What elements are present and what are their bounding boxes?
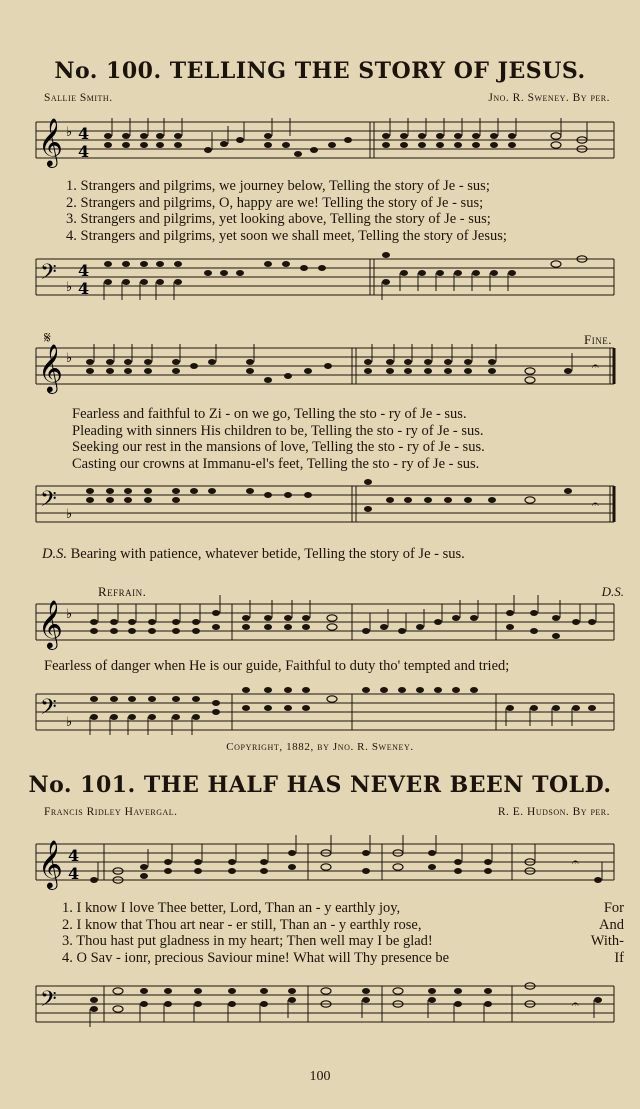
music-staff-svg [36, 257, 614, 297]
key-flat-icon: ♭ [66, 715, 73, 730]
verse-line: 2. Strangers and pilgrims, O, happy are we! Telling the story of Je - sus; [66, 194, 484, 211]
refrain-ds-marker: D.S. [601, 584, 624, 599]
treble-clef-icon: 𝄞 [38, 117, 63, 166]
treble-clef-icon: 𝄞 [38, 343, 63, 392]
verse-number: 4. [62, 949, 73, 966]
hymn-101-verses [62, 900, 632, 966]
time-sig-bottom: 4 [78, 279, 90, 298]
hymn-101-title: No. 101. THE HALF HAS NEVER BEEN TOLD. [28, 772, 612, 798]
verse-end-word: For [603, 900, 624, 916]
verse-end-word: And [599, 916, 624, 933]
staff-treble-4 [36, 839, 614, 888]
key-flat-icon: ♭ [66, 280, 73, 295]
verse-line: Casting our crowns at Immanu-el's feet, Telling the sto - ry of Je - sus. [72, 455, 480, 472]
staff-bass-1 [36, 257, 614, 297]
ds-label: D.S. [42, 546, 67, 562]
verse-line: Pleading with sinners His children to be, Telling the sto - ry of Je - sus. [72, 422, 484, 439]
staff-bass-3 [36, 692, 614, 732]
hymn-100-title: No. 100. TELLING THE STORY OF JESUS. [54, 58, 586, 84]
segno-sign: 𝄋 [44, 330, 51, 347]
verse-row [62, 900, 632, 917]
verse-line: 4. Strangers and pilgrims, yet soon we shall meet, Telling the story of Jesus; [66, 227, 507, 244]
hymn-101-composer: R. E. Hudson. By per. [497, 806, 610, 818]
verse-end-word: If [614, 949, 624, 966]
hymn-100-verses-part2 [72, 406, 485, 472]
verse-line: 1. Strangers and pilgrims, we journey below, Telling the story of Je - sus; [66, 178, 490, 194]
bass-clef-icon: 𝄢 [40, 260, 57, 290]
time-sig-bottom: 4 [68, 864, 80, 883]
music-staff-svg [36, 839, 614, 888]
staff-bass-4 [36, 984, 614, 1024]
verse-line: 3. Strangers and pilgrims, yet looking above, Telling the story of Je - sus; [66, 211, 491, 227]
music-staff-svg [36, 484, 614, 524]
verse-text: O Sav - ionr, precious Saviour mine! What will Thy presence be [76, 949, 450, 966]
staff-treble-1 [36, 117, 614, 166]
ds-text: Bearing with patience, whatever betide, Telling the story of Je - sus. [66, 546, 465, 562]
fermata-icon: 𝄐 [572, 997, 579, 1011]
verse-row [62, 950, 632, 967]
bass-clef-icon: 𝄢 [40, 695, 57, 725]
time-sig-bottom: 4 [78, 142, 90, 161]
refrain-lyric: Fearless of danger when He is our guide, Faithful to duty tho' tempted and tried; [44, 658, 510, 674]
key-flat-icon: ♭ [66, 507, 73, 522]
treble-clef-icon: 𝄞 [38, 839, 63, 888]
music-staff-svg [36, 117, 614, 166]
verse-line: Seeking our rest in the mansions of love, Telling the sto - ry of Je - sus. [72, 439, 485, 455]
treble-clef-icon: 𝄞 [38, 599, 63, 648]
verse-text: I know I love Thee better, Lord, Than an - y earthly joy, [76, 900, 401, 916]
music-staff-svg [36, 984, 614, 1024]
key-flat-icon: ♭ [66, 607, 73, 622]
staff-treble-2 [36, 343, 614, 392]
bass-clef-icon: 𝄢 [40, 487, 57, 517]
fermata-icon: 𝄐 [592, 497, 599, 511]
fermata-icon: 𝄐 [572, 855, 579, 869]
verse-number: 3. [62, 933, 73, 949]
verse-number: 2. [62, 916, 73, 933]
fermata-icon: 𝄐 [592, 359, 599, 373]
hymn-101-author: Francis Ridley Havergal. [44, 806, 178, 818]
time-sig-top: 4 [78, 124, 90, 143]
time-sig-top: 4 [68, 846, 80, 865]
page-number: 100 [309, 1069, 331, 1084]
hymn-100-verses-part1 [66, 178, 507, 244]
key-flat-icon: ♭ [66, 125, 73, 140]
refrain-label: Refrain. [98, 584, 147, 599]
time-sig-top: 4 [78, 261, 90, 280]
fine-marker: Fine. [584, 332, 612, 347]
verse-text: I know that Thou art near - er still, Than an - y earthly rose, [76, 916, 422, 933]
verse-row [62, 917, 632, 934]
bass-clef-icon: 𝄢 [40, 987, 57, 1017]
verse-line: Fearless and faithful to Zi - on we go, Telling the sto - ry of Je - sus. [72, 406, 467, 422]
music-staff-svg [36, 692, 614, 732]
staff-bass-2 [36, 484, 614, 524]
verse-row [62, 933, 632, 950]
verse-end-word: With- [590, 933, 624, 949]
music-staff-svg [36, 343, 614, 392]
music-staff-svg [36, 599, 614, 648]
staff-treble-3 [36, 599, 614, 648]
hymn-100-author: Sallie Smith. [44, 92, 113, 104]
hymn-100-composer: Jno. R. Sweney. By per. [488, 92, 610, 104]
verse-number: 1. [62, 900, 73, 916]
ds-line [42, 546, 465, 563]
verse-text: Thou hast put gladness in my heart; Then well may I be glad! [76, 933, 433, 949]
copyright-notice: Copyright, 1882, by Jno. R. Sweney. [226, 741, 414, 753]
key-flat-icon: ♭ [66, 351, 73, 366]
